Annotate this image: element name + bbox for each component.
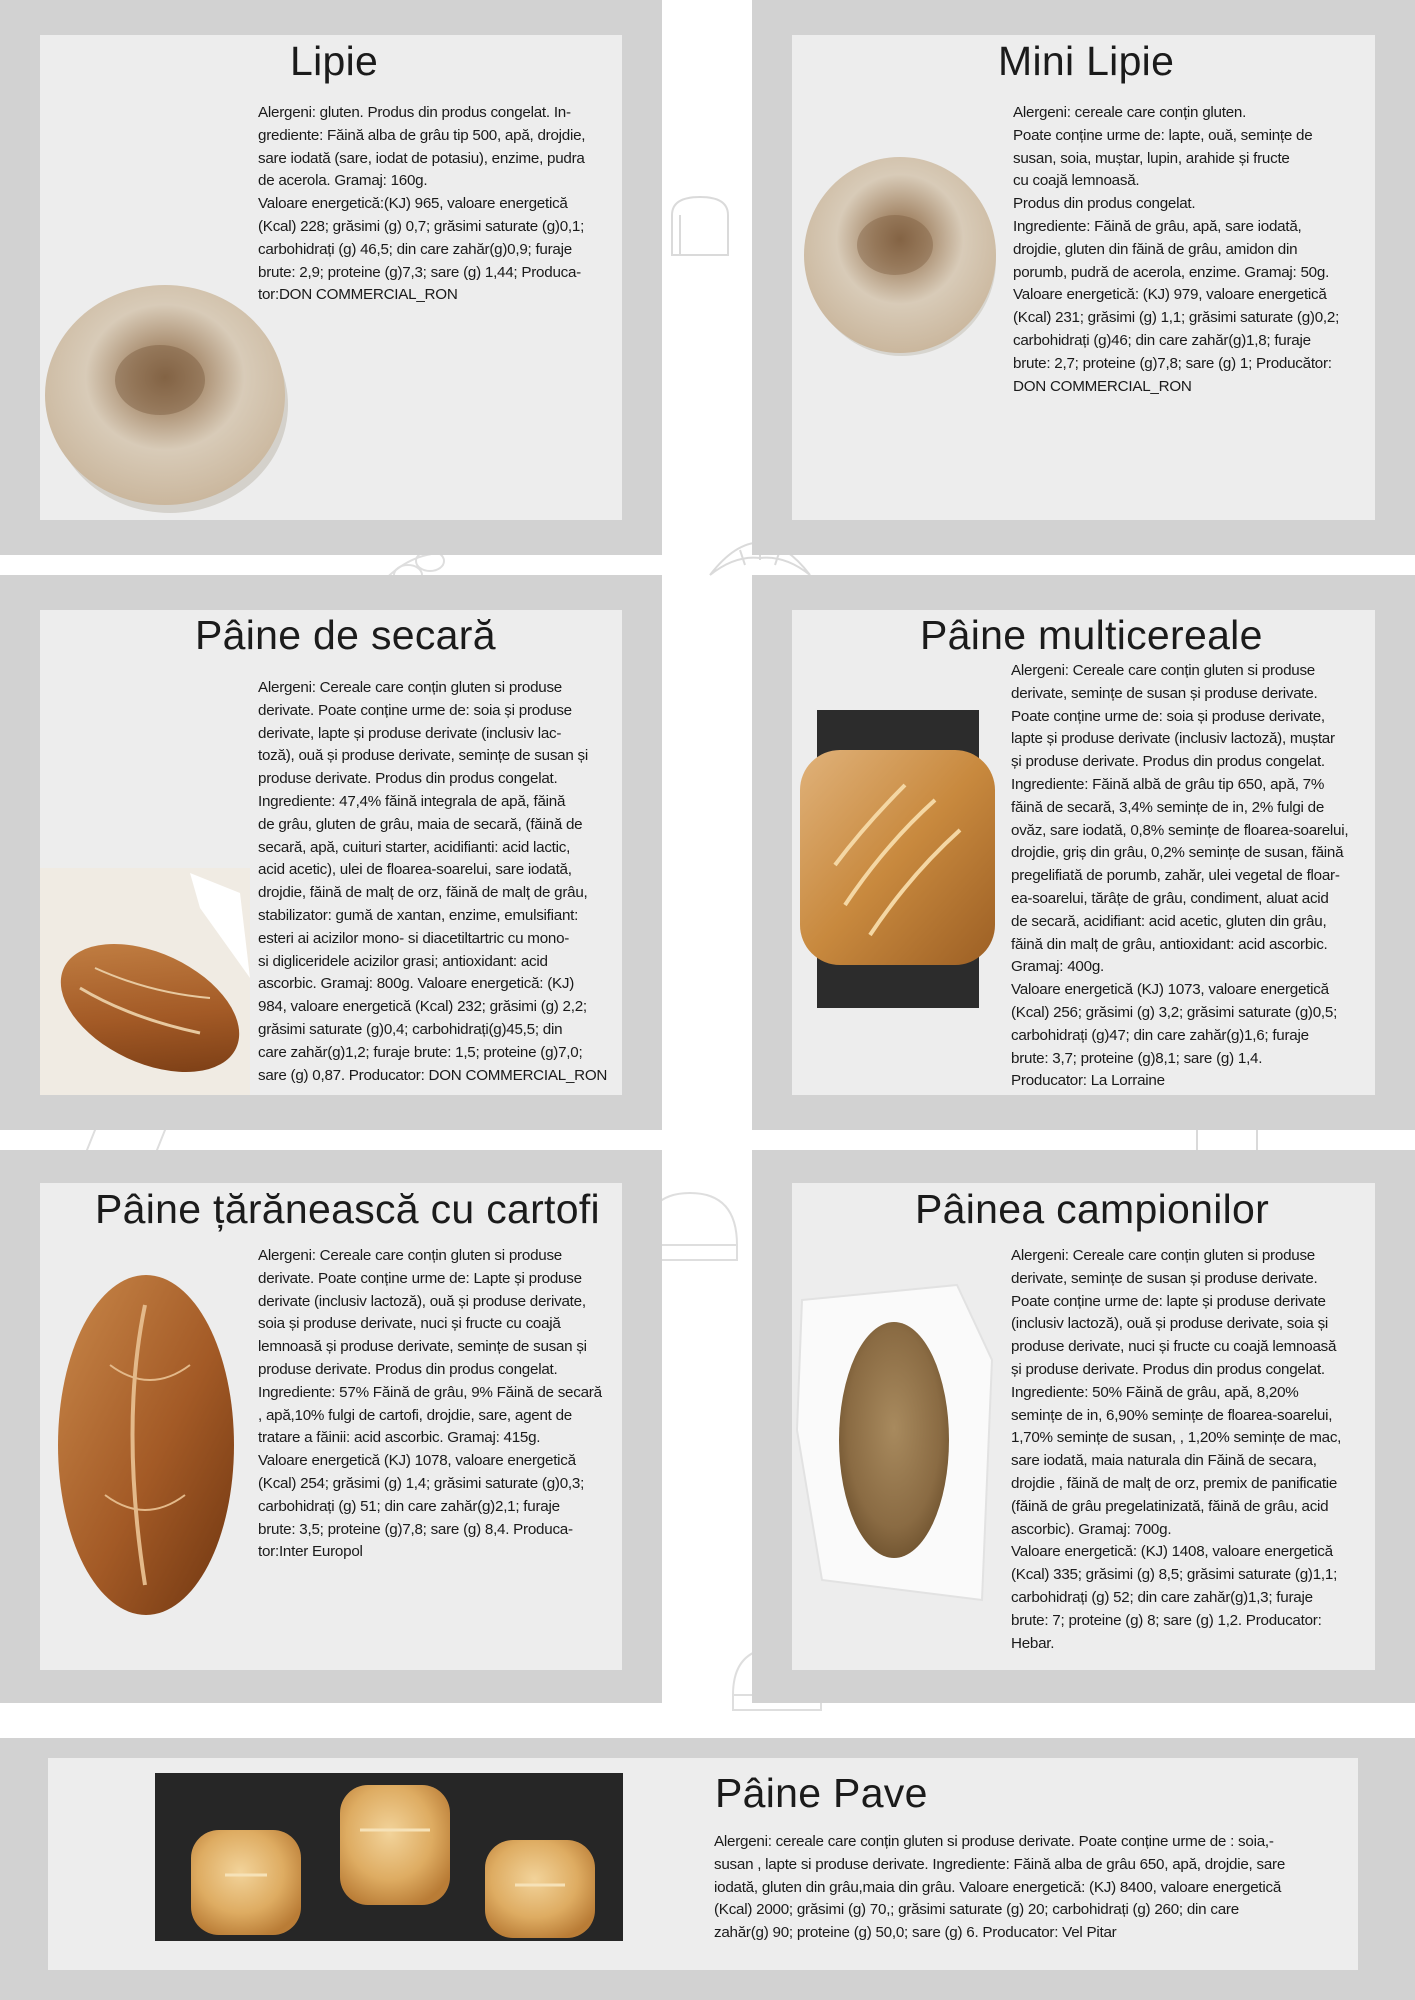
flatbread-photo	[800, 150, 1000, 360]
product-description: Alergeni: Cereale care conțin gluten si produse derivate, semințe de susan și produse derivate. Poate conține urme de: lapte și produse derivate (inclusiv lactoză), ouă și produse derivate, soia și produse derivate, nuci și fructe cu coajă lemnoasă și produse derivate. Produs din produs congelat. Ingrediente: 50% Făină de grâu, apă, 8,20% semințe de in, 6,90% semințe de floarea-soarelui, 1,70% semințe de susan, , 1,20% semințe de mac, sare iodată, maia naturala din Făină de secara, drojdie , făină de malț de orz, premix de panificatie (făină de grâu pregelatinizată, făină de grâu, acid ascorbic). Gramaj: 700g. Valoare energetică: (KJ) 1408, valoare energetică (Kcal) 335; grăsimi (g) 8,5; grăsimi saturate (g)1,1; carbohidrați (g) 52; din care zahăr(g)1,3; furaje brute: 7; proteine (g) 8; sare (g) 1,2. Producator: Hebar.	[1011, 1247, 1342, 1652]
product-title: Pâine Pave	[715, 1770, 928, 1816]
multigrain-bread-photo	[795, 705, 1000, 1010]
product-title: Pâine țărănească cu cartofi	[95, 1186, 600, 1232]
bread-loaf-icon	[660, 185, 740, 265]
product-title: Pâine de secară	[195, 612, 496, 658]
rye-bread-photo	[40, 868, 250, 1095]
seeded-bread-photo	[792, 1280, 997, 1610]
product-title: Pâinea campionilor	[915, 1186, 1270, 1232]
product-description: Alergeni: Cereale care conțin gluten si produse derivate. Poate conține urme de: Lapte și produse derivate (inclusiv lactoză), ouă și produse derivate, soia și produse derivate, nuci și fructe cu coajă lemnoasă și produse derivate, semințe de susan și produse derivate. Produs din produs congelat. Ingrediente: 57% Făină de grâu, 9% Făină de secară , apă,10% fulgi de cartofi, drojdie, sare, agent de tratare a făinii: acid ascorbic. Gramaj: 415g. Valoare energetică (KJ) 1078, valoare energetică (Kcal) 254; grăsimi (g) 1,4; grăsimi saturate (g)0,3; carbohidrați (g) 51; din care zahăr(g)2,1; furaje brute: 3,5; proteine (g)7,8; sare (g) 8,4. Produca- tor:Inter Europol	[258, 1247, 602, 1561]
peasant-bread-photo	[50, 1265, 240, 1620]
product-title: Lipie	[290, 38, 379, 84]
product-description: Alergeni: Cereale care conțin gluten si produse derivate, semințe de susan și produse derivate. Poate conține urme de: soia și produse derivate, lapte și produse derivate (inclusiv lactoză), muștar și produse derivate. Produs din produs congelat. Ingrediente: Făină albă de grâu tip 650, apă, 7% făină de secară, 3,4% semințe de in, 2% fulgi de ovăz, sare iodată, 0,8% semințe de floarea-soarelui, drojdie, griș din grâu, 0,2% semințe de susan, făină pregelifiată de porumb, zahăr, ulei vegetal de floar- ea-soarelui, tărâțe de grâu, condiment, aluat acid de secară, acidifiant: acid acetic, gluten din grâu, făină din malț de grâu, antioxidant: acid ascorbic. Gramaj: 400g. Valoare energetică (KJ) 1073, valoare energetică (Kcal) 256; grăsimi (g) 3,2; grăsimi saturate (g)0,5; carbohidrați (g)47; din care zahăr(g)1,6; furaje brute: 3,7; proteine (g)8,1; sare (g) 1,4. Producator: La Lorraine	[1011, 662, 1349, 1090]
product-title: Mini Lipie	[998, 38, 1175, 84]
flatbread-photo	[40, 265, 290, 515]
product-description: Alergeni: gluten. Produs din produs congelat. In- grediente: Făină alba de grâu tip 500, apă, drojdie, sare iodată (sare, iodat de potasiu), enzime, pudra de acerola. Gramaj: 160g. Valoare energetică:(KJ) 965, valoare energetică (Kcal) 228; grăsimi (g) 0,7; grăsimi saturate (g)0,1; carbohidrați (g) 46,5; din care zahăr(g)0,9; furaje brute: 2,9; proteine (g)7,3; sare (g) 1,44; Producа- tor:DON COMMERCIAL_RON	[258, 104, 586, 304]
product-description: Alergeni: cereale care conțin gluten si produse derivate. Poate conține urme de : soia,- susan , lapte si produse derivate. Ingrediente: Făină alba de grâu 650, apă, drojdie, sare iodată, gluten din grâu,maia din grâu. Valoare energetică: (KJ) 8400, valoare energetică (Kcal) 2000; grăsimi (g) 70,; grăsimi saturate (g) 20; carbohidrați (g) 260; din care zahăr(g) 90; proteine (g) 50,0; sare (g) 6. Producator: Vel Pitar	[714, 1833, 1286, 1942]
product-description: Alergeni: Cereale care conțin gluten si produse derivate. Poate conține urme de: soia și produse derivate, lapte și produse derivate (inclusiv lac- toză), ouă și produse derivate, semințe de susan și produse derivate. Produs din produs congelat. Ingrediente: 47,4% făină integrala de apă, făină de grâu, gluten de grâu, maia de secară, (făină de secară, apă, cuituri starter, acidifianti: acid lactic, acid acetic), ulei de floarea-soarelui, sare iodată, drojdie, făină de malț de orz, făină de malț de grâu, stabilizator: gumă de xantan, enzime, emulsifiant: esteri ai acizilor mono- si diacetiltartric cu mono- si digliceridele acizilor grasi; antioxidant: acid ascorbic. Gramaj: 800g. Valoare energetică: (KJ) 984, valoare energetică (Kcal) 232; grăsimi (g) 2,2; grăsimi saturate (g)0,4; carbohidrați(g)45,5; din care zahăr(g)1,2; furaje brute: 1,5; proteine (g)7,0; sare (g) 0,87. Producator: DON COMMERCIAL_RON	[258, 679, 608, 1084]
product-description: Alergeni: cereale care conțin gluten. Poate conține urme de: lapte, ouă, semințe de susan, soia, muștar, lupin, arahide și fructe cu coajă lemnoasă. Produs din produs congelat. Ingrediente: Făină de grâu, apă, sare iodată, drojdie, gluten din făină de grâu, amidon din porumb, pudră de acerola, enzime. Gramaj: 50g. Valoare energetică: (KJ) 979, valoare energetică (Kcal) 231; grăsimi (g) 1,1; grăsimi saturate (g)0,2; carbohidrați (g)46; din care zahăr(g)1,8; furaje brute: 2,7; proteine (g)7,8; sare (g) 1; Producător: DON COMMERCIAL_RON	[1013, 104, 1340, 395]
product-title: Pâine multicereale	[920, 612, 1263, 658]
pave-rolls-photo	[155, 1765, 630, 1945]
